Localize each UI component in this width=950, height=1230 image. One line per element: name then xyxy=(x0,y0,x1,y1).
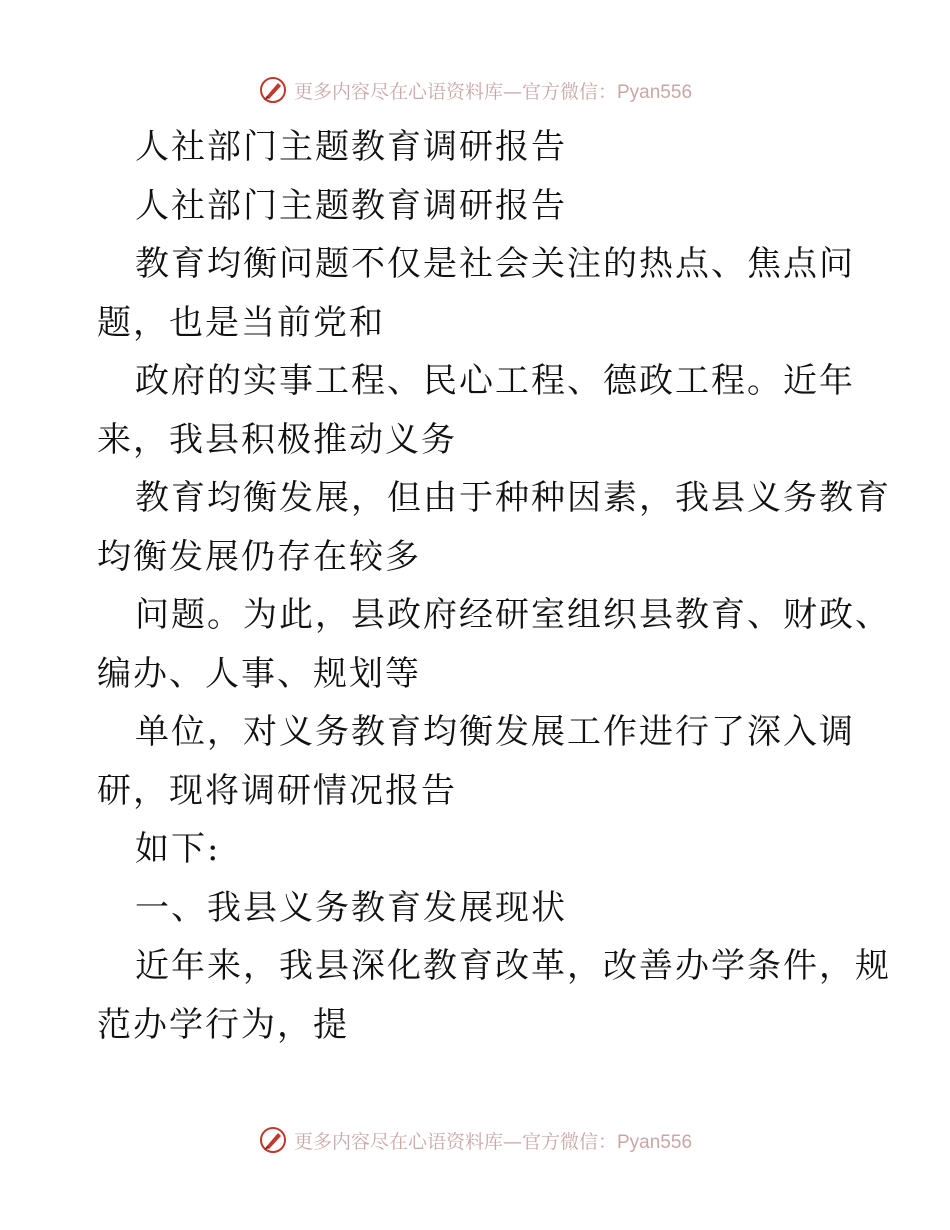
text-line: 单位，对义务教育均衡发展工作进行了深入调 xyxy=(135,712,855,752)
text-line: 编办、人事、规划等 xyxy=(97,653,421,694)
text-line: 教育均衡问题不仅是社会关注的热点、焦点问 xyxy=(135,244,855,284)
document-body xyxy=(97,118,891,1054)
text-line: 近年来，我县深化教育改革，改善办学条件，规 xyxy=(135,946,891,986)
header-banner-inner xyxy=(258,75,692,105)
text-line: 人社部门主题教育调研报告 xyxy=(135,185,567,226)
text-line: 教育均衡发展，但由于种种因素，我县义务教育 xyxy=(135,478,891,518)
text-line: 题，也是当前党和 xyxy=(97,302,385,343)
text-line: 均衡发展仍存在较多 xyxy=(97,536,421,577)
footer-banner-label: 更多内容尽在心语资料库—官方微信： xyxy=(293,1130,617,1153)
quill-pen-icon xyxy=(258,1125,288,1155)
text-line: 来，我县积极推动义务 xyxy=(97,419,457,460)
footer-banner-inner xyxy=(258,1125,692,1155)
footer-wechat-id: Pyan556 xyxy=(617,1131,693,1153)
text-line: 研，现将调研情况报告 xyxy=(97,770,457,811)
quill-pen-icon xyxy=(258,75,288,105)
text-line: 问题。为此，县政府经研室组织县教育、财政、 xyxy=(135,595,891,635)
text-line: 如下: xyxy=(135,829,221,869)
header-banner xyxy=(0,70,950,110)
header-banner-label: 更多内容尽在心语资料库—官方微信： xyxy=(293,80,617,103)
text-line: 人社部门主题教育调研报告 xyxy=(135,127,567,167)
text-line: 政府的实事工程、民心工程、德政工程。近年 xyxy=(135,361,855,401)
text-line: 范办学行为，提 xyxy=(97,1004,349,1045)
text-line: 一、我县义务教育发展现状 xyxy=(135,887,567,928)
header-wechat-id: Pyan556 xyxy=(617,81,693,103)
footer-banner-text xyxy=(294,1127,692,1154)
footer-banner xyxy=(0,1120,950,1160)
header-banner-text xyxy=(294,77,692,104)
